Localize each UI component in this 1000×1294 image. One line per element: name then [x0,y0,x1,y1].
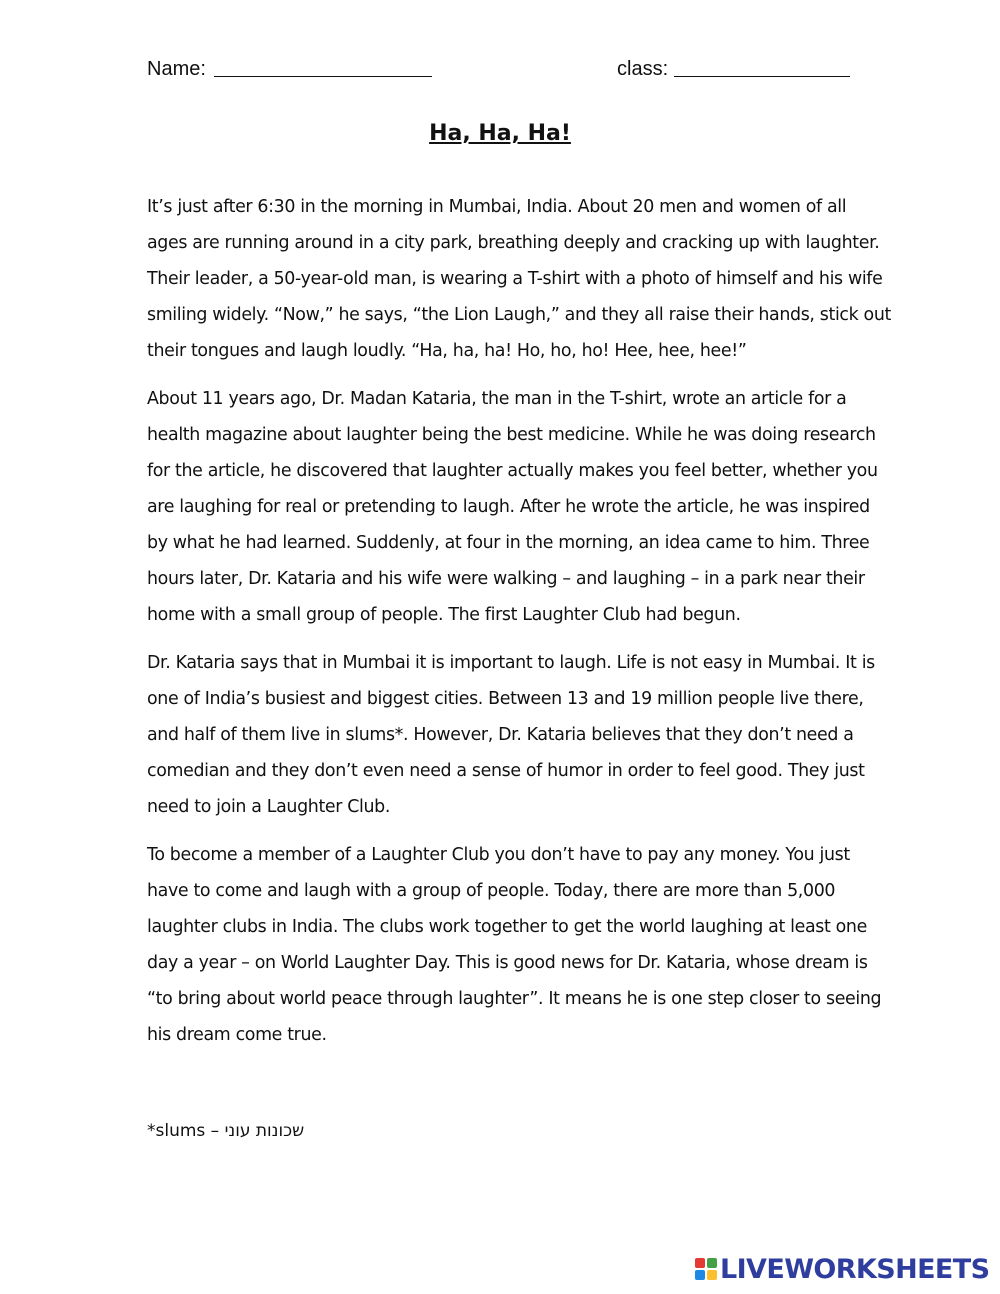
paragraph-1 [147,189,891,369]
text-line: smiling widely. “Now,” he says, “the Lion Laugh,” and they all raise their hands, stick out [147,305,891,325]
logo-square-blue [695,1270,705,1280]
text-line: hours later, Dr. Kataria and his wife were walking – and laughing – in a park near their [147,569,865,589]
text-line: their tongues and laugh loudly. “Ha, ha, ha! Ho, ho, ho! Hee, hee, hee!” [147,341,747,361]
text-line: “to bring about world peace through laughter”. It means he is one step closer to seeing [147,989,882,1009]
name-label: Name: [147,58,206,80]
text-line: health magazine about laughter being the best medicine. While he was doing research [147,425,876,445]
liveworksheets-logo [695,1253,990,1285]
paragraph-4 [147,837,882,1053]
class-blank-line[interactable] [674,56,850,77]
text-line: laughter clubs in India. The clubs work together to get the world laughing at least one [147,917,867,937]
name-field [147,56,432,81]
text-line: Their leader, a 50-year-old man, is wearing a T-shirt with a photo of himself and his wife [147,269,883,289]
class-field [617,56,850,81]
paragraph-3 [147,645,875,825]
text-line: comedian and they don’t even need a sense of humor in order to feel good. They just [147,761,865,781]
text-line: need to join a Laughter Club. [147,797,391,817]
text-line: by what he had learned. Suddenly, at four in the morning, an idea came to him. Three [147,533,870,553]
logo-square-green [707,1258,717,1268]
article-body [147,189,891,1065]
text-line: one of India’s busiest and biggest cities. Between 13 and 19 million people live there, [147,689,864,709]
paragraph-2 [147,381,878,633]
liveworksheets-wordmark: LIVEWORKSHEETS [720,1253,990,1285]
logo-square-yellow [707,1270,717,1280]
class-label: class: [617,58,669,80]
page-title: Ha, Ha, Ha! [429,121,571,146]
text-line: About 11 years ago, Dr. Madan Kataria, the man in the T-shirt, wrote an article for a [147,389,847,409]
text-line: for the article, he discovered that laughter actually makes you feel better, whether you [147,461,878,481]
text-line: Dr. Kataria says that in Mumbai it is important to laugh. Life is not easy in Mumbai. It is [147,653,875,673]
text-line: his dream come true. [147,1025,327,1045]
liveworksheets-icon [695,1258,717,1280]
footnote: *slums – שכונות עוני [147,1121,305,1141]
text-line: have to come and laugh with a group of people. Today, there are more than 5,000 [147,881,836,901]
text-line: day a year – on World Laughter Day. This is good news for Dr. Kataria, whose dream is [147,953,868,973]
text-line: are laughing for real or pretending to laugh. After he wrote the article, he was inspired [147,497,870,517]
text-line: and half of them live in slums*. However, Dr. Kataria believes that they don’t need a [147,725,854,745]
text-line: home with a small group of people. The first Laughter Club had begun. [147,605,741,625]
logo-square-red [695,1258,705,1268]
text-line: ages are running around in a city park, breathing deeply and cracking up with laughter. [147,233,880,253]
text-line: It’s just after 6:30 in the morning in Mumbai, India. About 20 men and women of all [147,197,847,217]
name-blank-line[interactable] [214,56,432,77]
text-line: To become a member of a Laughter Club you don’t have to pay any money. You just [147,845,850,865]
